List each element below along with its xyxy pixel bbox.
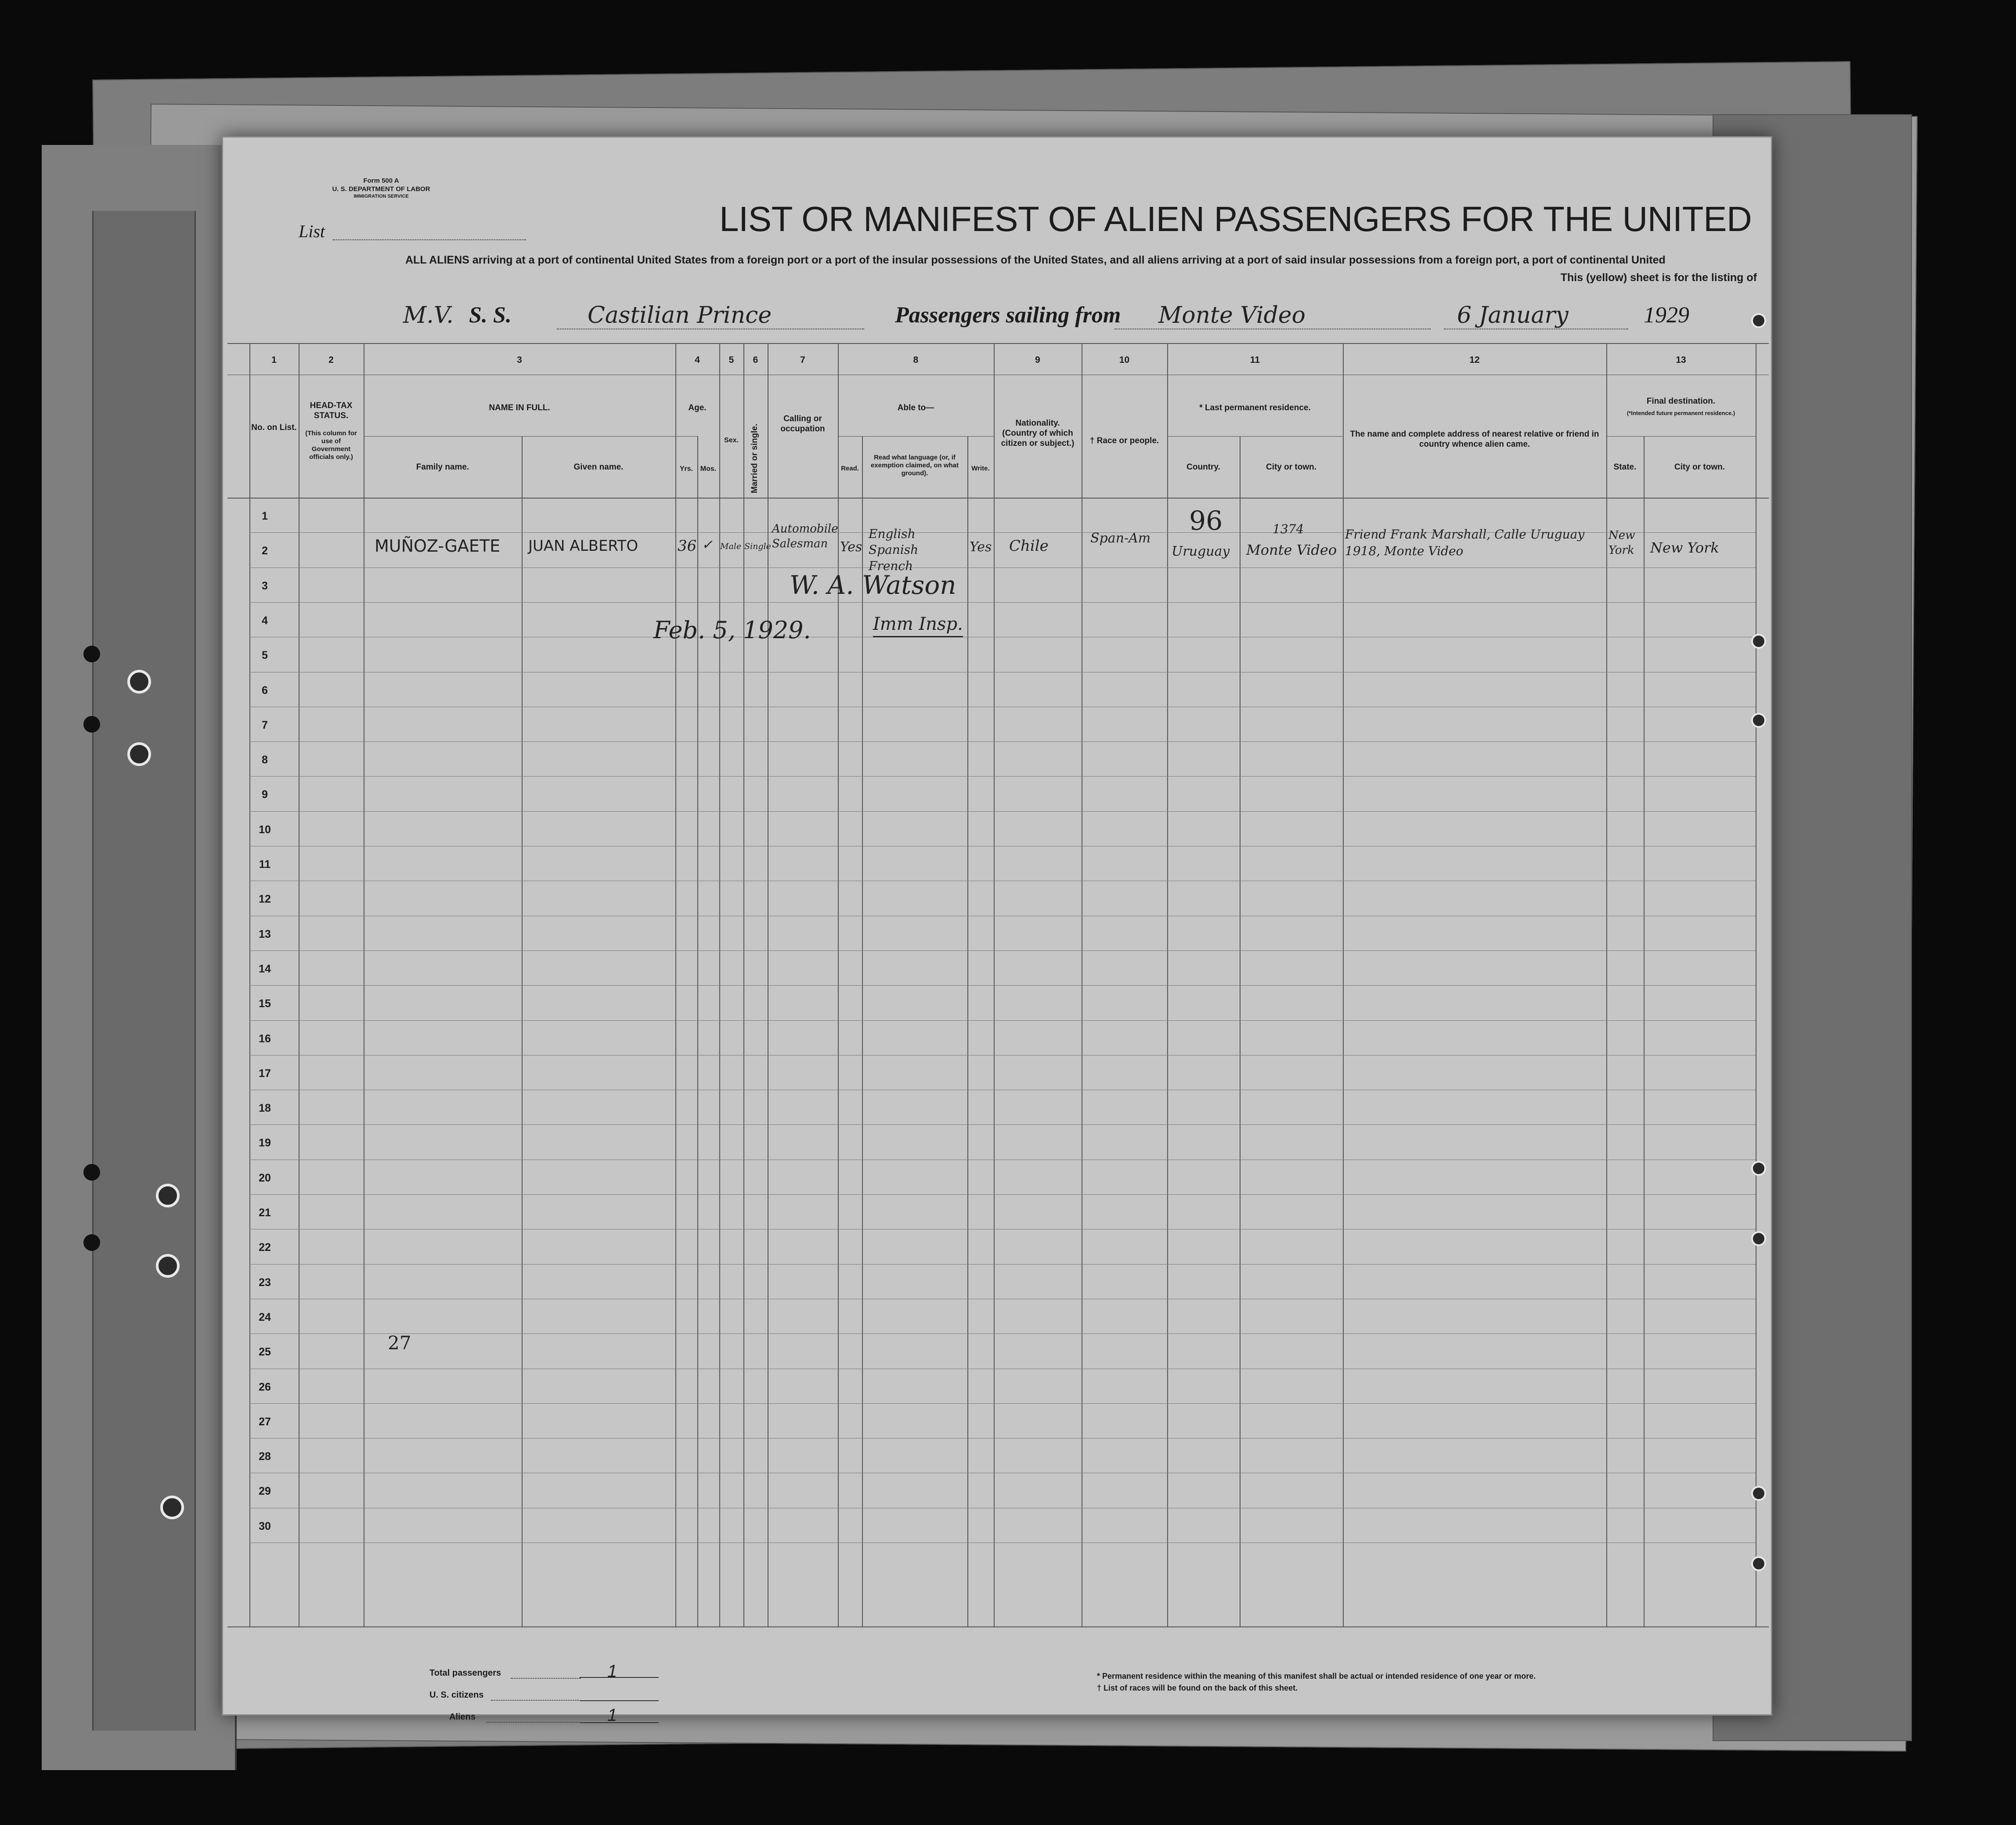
row-rule	[249, 602, 1756, 603]
column-divider	[1167, 343, 1168, 1626]
header-read: Read.	[841, 465, 859, 472]
date-stamp: Feb. 5, 1929.	[653, 616, 811, 644]
entry-occupation: Automobile Salesman	[772, 522, 838, 550]
column-number: 5	[729, 355, 734, 365]
header-city-town: City or town.	[1266, 463, 1317, 472]
entry-family-name: MUÑOZ-GAETE	[375, 536, 501, 556]
row-rule	[249, 1194, 1756, 1195]
column-number: 2	[328, 355, 334, 365]
header-read-language: Read what language (or, if exemption claimed, on what ground).	[870, 454, 959, 477]
table-border	[227, 1626, 1769, 1627]
row-number: 14	[259, 962, 271, 975]
vessel-type: M.V.	[403, 302, 454, 329]
column-divider	[1240, 436, 1241, 1626]
subheader-rule	[838, 436, 994, 437]
entry-married: Single	[744, 542, 771, 551]
column-number: 1	[271, 355, 277, 365]
sailing-year: 1929	[1644, 303, 1689, 328]
row-rule	[249, 950, 1756, 951]
row-number: 28	[259, 1450, 271, 1463]
entry-write: Yes	[970, 539, 992, 555]
column-divider	[1343, 343, 1344, 1626]
sheet-hole	[1751, 713, 1766, 728]
row-number: 4	[262, 614, 268, 627]
column-divider	[994, 343, 995, 1626]
sailing-port: Monte Video	[1158, 302, 1306, 329]
aliens-label: Aliens	[449, 1712, 476, 1722]
header-calling: Calling or occupation	[780, 414, 825, 434]
row-number: 17	[259, 1067, 271, 1080]
row-number: 22	[259, 1241, 271, 1254]
header-head-tax-note: (This column for use of Government officials only.)	[305, 430, 357, 461]
column-divider	[522, 436, 523, 1626]
aliens-line	[580, 1722, 659, 1723]
row-number: 25	[259, 1346, 271, 1359]
entry-language: English Spanish French	[869, 527, 919, 573]
column-number: 6	[753, 355, 758, 365]
row-number: 2	[262, 545, 268, 557]
row-number: 19	[259, 1137, 271, 1149]
aliens-value: 1	[607, 1706, 617, 1725]
entry-city-dest: New York	[1650, 539, 1719, 556]
header-nearest-relative: The name and complete address of nearest relative or friend in country whence alien came.	[1350, 430, 1599, 449]
row-number: 1	[262, 510, 268, 522]
column-number: 4	[695, 355, 700, 365]
subtitle-line-1: ALL ALIENS arriving at a port of continental United States from a foreign port or a port of the insular possessions of the United States, and all aliens arriving at a port of said insular possessions from a foreign port, a port of continental United	[405, 254, 1666, 266]
row-number: 29	[259, 1485, 271, 1498]
aliens-dots	[487, 1712, 579, 1723]
row-number: 6	[262, 684, 268, 697]
entry-state: New York	[1608, 529, 1635, 557]
row-number: 9	[262, 788, 268, 801]
row-rule	[249, 741, 1756, 742]
punch-hole	[83, 1234, 100, 1251]
manifest-table	[223, 137, 1771, 1714]
sheet-hole	[1751, 1556, 1766, 1571]
inspector-signature: W. A. Watson	[790, 570, 956, 600]
entry-nationality: Chile	[1009, 537, 1049, 555]
header-race: † Race or people.	[1089, 436, 1159, 445]
entry-yrs: 36	[678, 537, 697, 555]
row-number: 13	[259, 928, 271, 940]
column-divider	[862, 436, 863, 1626]
list-label: List	[299, 221, 325, 241]
column-number: 10	[1119, 355, 1130, 365]
header-last-residence: * Last permanent residence.	[1199, 403, 1311, 412]
entry-read: Yes	[840, 539, 862, 555]
entry-mos: ✓	[702, 537, 713, 553]
column-number: 12	[1469, 355, 1480, 365]
column-divider	[743, 343, 744, 1626]
row-number: 15	[259, 997, 271, 1010]
header-final-destination-note: (*Intended future permanent residence.)	[1627, 410, 1735, 416]
sheet-hole	[1751, 1161, 1766, 1176]
column-divider	[719, 343, 720, 1626]
manifest-sheet	[222, 136, 1772, 1725]
entry-city: Monte Video	[1246, 542, 1337, 558]
entry-race: Span-Am	[1090, 531, 1151, 546]
header-able-to: Able to—	[897, 403, 934, 412]
inspector-title: Imm Insp.	[873, 614, 963, 637]
header-state: State.	[1613, 463, 1637, 472]
sailing-date: 6 January	[1457, 302, 1569, 329]
column-divider	[249, 343, 250, 1626]
header-mos: Mos.	[700, 465, 717, 473]
row-number: 12	[259, 893, 271, 906]
row-number: 21	[259, 1207, 271, 1219]
row-24-mark: 27	[388, 1332, 411, 1354]
entry-given-name: JUAN ALBERTO	[528, 537, 638, 555]
total-passengers-line	[580, 1677, 659, 1678]
header-final-destination: Final destination.	[1646, 397, 1716, 406]
column-number: 9	[1035, 355, 1040, 365]
table-border	[227, 343, 1769, 344]
total-passengers-dots	[511, 1668, 581, 1679]
header-yrs: Yrs.	[679, 465, 693, 473]
entry-country: Uruguay	[1172, 544, 1230, 559]
row-number: 20	[259, 1171, 271, 1184]
entry-relative: Friend Frank Marshall, Calle Uruguay 1918, Monte Video	[1345, 527, 1585, 558]
row-number: 30	[259, 1520, 271, 1532]
row-number: 11	[259, 858, 271, 871]
header-city-town-dest: City or town.	[1674, 463, 1725, 472]
header-married: Married or single.	[750, 423, 759, 493]
footnote-residence: * Permanent residence within the meaning of this manifest shall be actual or intended residence of one year or more.	[1097, 1672, 1536, 1680]
column-divider	[697, 436, 698, 1626]
punch-hole	[83, 646, 100, 662]
vessel-name: Castilian Prince	[588, 302, 772, 329]
row-rule	[249, 1124, 1756, 1125]
row-number: 24	[259, 1311, 271, 1323]
entry-sex: Male	[720, 542, 742, 551]
column-number: 11	[1250, 355, 1260, 365]
header-write: Write.	[971, 465, 990, 472]
column-number: 8	[913, 355, 919, 365]
row-rule	[249, 567, 1756, 568]
column-divider	[1644, 436, 1645, 1626]
binder-ring	[127, 670, 151, 694]
subheader-rule	[364, 436, 697, 437]
department: U. S. DEPARTMENT OF LABOR	[332, 185, 430, 193]
row-number: 18	[259, 1102, 271, 1115]
header-age: Age.	[688, 403, 707, 412]
binder-ring	[127, 742, 151, 766]
ss-label: S. S.	[469, 303, 512, 328]
page-title: LIST OR MANIFEST OF ALIEN PASSENGERS FOR THE UNITED	[719, 199, 1752, 239]
subheader-rule	[1167, 436, 1343, 437]
footnote-races: † List of races will be found on the back of this sheet.	[1097, 1684, 1298, 1692]
header-sex: Sex.	[724, 437, 739, 444]
footnotes	[1097, 1670, 1536, 1694]
row-rule	[249, 776, 1756, 777]
sheet-hole	[1751, 634, 1766, 649]
us-citizens-label: U. S. citizens	[429, 1690, 484, 1700]
row-number: 27	[259, 1415, 271, 1428]
entry-city-code: 1374	[1273, 522, 1304, 536]
service: IMMIGRATION SERVICE	[353, 193, 409, 199]
column-divider	[1606, 343, 1607, 1626]
header-name-in-full: NAME IN FULL.	[489, 403, 550, 412]
row-number: 7	[262, 719, 268, 731]
sheet-hole	[1751, 1231, 1766, 1246]
total-passengers-label: Total passengers	[429, 1668, 501, 1678]
punch-hole	[83, 716, 100, 733]
subheader-rule	[1606, 436, 1756, 437]
header-no-on-list: No. on List.	[251, 423, 297, 432]
row-number: 10	[259, 823, 271, 836]
entry-country-code: 96	[1189, 506, 1223, 536]
sailing-label: Passengers sailing from	[895, 303, 1121, 328]
header-head-tax: HEAD-TAX STATUS.	[310, 401, 353, 420]
row-rule	[249, 1403, 1756, 1404]
us-citizens-dots	[491, 1690, 579, 1701]
row-number: 23	[259, 1276, 271, 1289]
header-family-name: Family name.	[416, 463, 469, 472]
row-number: 3	[262, 579, 268, 592]
row-rule	[249, 985, 1756, 986]
row-rule	[249, 811, 1756, 812]
column-divider	[838, 343, 839, 1626]
us-citizens-line	[580, 1700, 659, 1701]
column-divider	[675, 343, 676, 1626]
sheet-hole	[1751, 313, 1766, 328]
header-country: Country.	[1187, 463, 1220, 472]
row-rule	[249, 1020, 1756, 1021]
header-rule	[227, 498, 1769, 499]
row-number: 5	[262, 649, 268, 662]
binder-ring	[156, 1254, 180, 1278]
row-rule	[249, 1264, 1756, 1265]
row-number: 16	[259, 1032, 271, 1045]
header-nationality: Nationality. (Country of which citizen or subject.)	[1001, 419, 1075, 448]
row-number: 26	[259, 1380, 271, 1393]
form-number: Form 500 A	[363, 177, 399, 184]
binder-ring	[156, 1184, 180, 1207]
subtitle-line-2: This (yellow) sheet is for the listing of	[1560, 271, 1757, 284]
header-given-name: Given name.	[573, 463, 624, 472]
column-divider	[967, 436, 968, 1626]
row-number: 8	[262, 754, 268, 766]
column-number: 3	[517, 355, 522, 365]
binder-ring	[160, 1496, 184, 1519]
total-passengers-value: 1	[607, 1662, 617, 1681]
sheet-hole	[1751, 1486, 1766, 1501]
punch-hole	[83, 1164, 100, 1181]
column-number: 7	[800, 355, 805, 365]
column-number: 13	[1676, 355, 1686, 365]
